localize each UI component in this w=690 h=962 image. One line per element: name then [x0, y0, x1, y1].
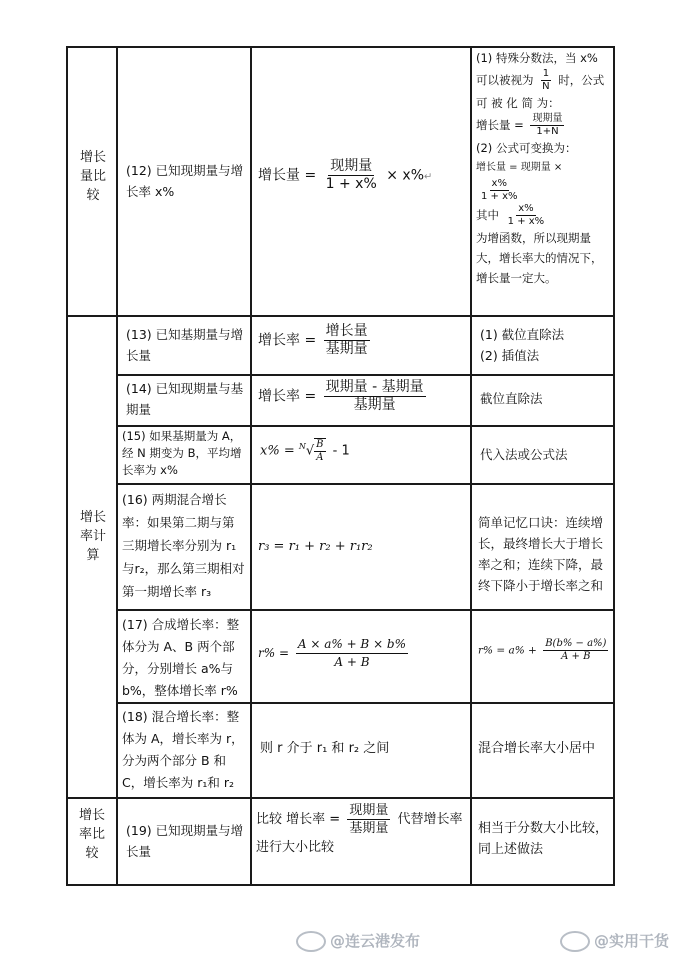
method-text: 增长量 = $\frac{\text{现期量}}{1+N}$ [476, 113, 563, 137]
grid-line [66, 46, 68, 884]
method-17 [478, 638, 612, 663]
formula-fraction: $\frac{\text{现期量}}{\text{基期量}}$ [349, 803, 389, 836]
grid-line [66, 884, 615, 886]
method-text: 其中 $\frac{x\%}{1 + x\%}$ [476, 203, 545, 227]
weibo-icon [560, 931, 590, 952]
watermark-right: @实用干货 [560, 930, 669, 952]
method-19: 相当于分数大小比较，同上述做法 [478, 821, 609, 857]
watermark-left: @连云港发布 [296, 930, 420, 952]
formula-15: x% = $^N$√ $\frac{B}{A}$ - 1 [260, 438, 350, 463]
method-text: 为增函数，所以现期量大，增长率大的情况下，增长量一定大。 [476, 231, 603, 285]
method-16: 简单记忆口诀：连续增长，最终增长大于增长率之和；连续下降，最终下降小于增长率之和 [478, 515, 604, 593]
method-18: 混合增长率大小居中 [478, 741, 596, 756]
method-15: 代入法或公式法 [480, 447, 568, 462]
condition-15: (15) 如果基期量为 A，经 N 期变为 B，平均增长率为 x% [122, 429, 242, 477]
formula-lhs: 增长率 = [258, 332, 317, 349]
method-lhs: r% = a% + [478, 644, 537, 657]
method-12 [476, 48, 610, 288]
condition-17: (17) 合成增长率：整体分为 A、B 两个部分，分别增长 a%与 b%，整体增长率 r% [122, 617, 240, 698]
formula-18: 则 r 介于 r₁ 和 r₂ 之间 [260, 741, 390, 756]
method-text: (1) 特殊分数法，当 x% [476, 51, 598, 65]
method-fraction: $\frac{x\%}{1 + x\%}$ [507, 203, 545, 227]
formula-fraction: $\frac{A \times a\% + B \times b\%}{A + B}$ [297, 637, 407, 669]
method-text: 增长量 = 现期量 × $\frac{x\%}{1 + x\%}$ [476, 162, 563, 202]
grid-line [116, 702, 615, 704]
method-fraction: $\frac{B(b\% - a\%)}{A + B}$ [545, 638, 607, 662]
method-fraction: $\frac{x\%}{1 + x\%}$ [481, 178, 518, 202]
fraction-numerator: 现期量 [330, 158, 373, 174]
weibo-icon [296, 931, 326, 952]
grid-line [116, 483, 615, 485]
formula-12: 增长量 = $\frac{\text{现期量}}{1 + x\%}$ × x%↵ [258, 158, 433, 192]
formula-tail: - 1 [332, 443, 350, 459]
formula-lhs: 比较 增长率 = [256, 812, 341, 827]
category-growth-rate-calc: 增长率计算 [79, 510, 106, 563]
grid-line [250, 46, 252, 884]
formula-lhs: x% = [260, 443, 295, 459]
grid-line [470, 46, 472, 884]
formula-tail: × x% [386, 167, 425, 184]
formula-16 [258, 536, 466, 557]
method-14: 截位直除法 [480, 391, 543, 406]
grid-line [66, 315, 615, 317]
formula-14 [258, 379, 468, 414]
grid-line [66, 797, 615, 799]
condition-18: (18) 混合增长率：整体为 A，增长率为 r，分为两个部分 B 和 C，增长率为 r₁和 r₂ [122, 709, 244, 790]
formula-tail: 代替增长率进行大小比较 [256, 812, 463, 855]
formula-fraction [324, 158, 379, 193]
root-index: N [298, 442, 306, 451]
method-text: (2) 公式可变换为： [476, 141, 577, 155]
condition-14: (14) 已知现期量与基期量 [126, 381, 244, 417]
grid-line [116, 425, 615, 427]
fraction-denominator: 1 + x% [325, 176, 377, 192]
formula-text: r₃ = r₁ + r₂ + r₁r₂ [258, 539, 373, 554]
method-text: 可 被 化 简 为： [476, 96, 560, 110]
category-growth-rate-compare: 增长率比较 [78, 808, 105, 861]
formula-lhs: 增长率 = [258, 388, 317, 405]
category-growth-amount-compare: 增长量比较 [79, 150, 106, 203]
condition-13: (13) 已知基期量与增长量 [126, 327, 244, 363]
formula-fraction: $\frac{\text{增长量}}{\text{基期量}}$ [325, 323, 368, 357]
condition-16: (16) 两期混合增长率：如果第二期与第三期增长率分别为 r₁与r₂，那么第三期相对第一期增长率 r₃ [122, 492, 245, 599]
formula-fraction: $\frac{B}{A}$ [316, 438, 324, 463]
formula-19 [256, 802, 468, 859]
method-fraction: $\frac{1}{N}$ [542, 68, 550, 92]
grid-line [116, 374, 615, 376]
formula-13 [258, 323, 466, 358]
formula-lhs: r% = [258, 646, 290, 660]
method-fraction: $\frac{\text{现期量}}{1+N}$ [532, 113, 563, 137]
formula-17 [258, 636, 466, 671]
method-13: (1) 截位直除法 (2) 插值法 [480, 327, 565, 363]
method-text: 可以被视为 $\frac{1}{N}$ 时，公式 [476, 68, 605, 92]
condition-19: (19) 已知现期量与增长量 [126, 823, 244, 859]
formula-lhs: 增长量 = [258, 167, 317, 184]
grid-line [116, 609, 615, 611]
condition-12: (12) 已知现期量与增长率 x% [126, 163, 244, 199]
grid-line [613, 46, 615, 884]
formula-fraction: $\frac{\text{现期量 - 基期量}}{\text{基期量}}$ [325, 379, 424, 413]
grid-line [116, 46, 118, 884]
